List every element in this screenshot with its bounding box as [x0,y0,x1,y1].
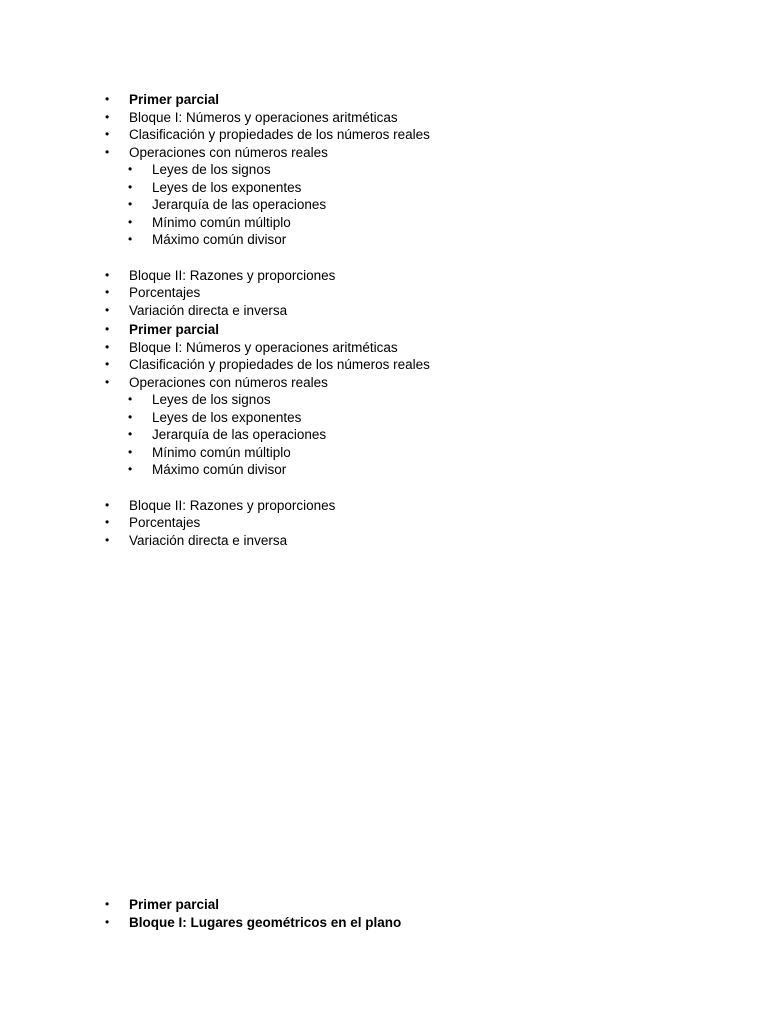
list-item [0,374,768,392]
sub-list-item-text: Leyes de los exponentes [152,179,302,195]
list-item-text: Clasificación y propiedades de los números reales [129,357,430,372]
sub-list-item [0,391,768,409]
sub-list-item-text: Mínimo común múltiplo [152,214,291,230]
list-item-text: Bloque II: Razones y proporciones [129,267,336,283]
sub-list-item [0,461,768,479]
list-item-text: Primer parcial [129,897,220,912]
list-item [0,497,768,515]
bullet-icon: • [105,515,110,529]
list-item [0,914,768,932]
bullet-icon: • [105,374,110,389]
list-item [0,284,768,302]
sub-list-item [0,231,768,249]
sub-list-item-text: Leyes de los exponentes [152,409,302,425]
bullet-icon: • [105,285,110,299]
bullet-icon: • [128,197,133,211]
list-item-text: Porcentajes [129,285,201,300]
list-gap [0,249,768,267]
list-item [0,356,768,374]
list-item [0,514,768,532]
sub-list-item-text: Leyes de los signos [152,392,271,407]
sub-list-item [0,444,768,462]
bullet-icon: • [105,144,110,159]
bullet-list-section-3 [0,896,768,931]
list-item-text: Operaciones con números reales [129,374,328,390]
list-item [0,267,768,285]
list-item-text: Porcentajes [129,515,201,530]
bullet-icon: • [105,532,110,547]
bullet-icon: • [105,267,110,282]
sub-list-item [0,196,768,214]
list-item-text: Operaciones con números reales [129,144,328,160]
sub-list-item-text: Máximo común divisor [152,462,287,477]
list-item-text: Bloque II: Razones y proporciones [129,497,336,513]
sub-list-item [0,426,768,444]
list-item [0,321,768,339]
sub-list-item-text: Máximo común divisor [152,232,287,247]
list-item-text: Primer parcial [129,92,220,107]
sub-list-item-text: Jerarquía de las operaciones [152,197,327,212]
bullet-list-section-2 [0,321,768,549]
sub-list-item [0,179,768,197]
bullet-icon: • [128,162,133,176]
bullet-icon: • [105,92,110,106]
sub-list-item [0,161,768,179]
sub-list-item-text: Jerarquía de las operaciones [152,427,327,442]
bullet-icon: • [105,322,110,336]
bullet-icon: • [128,232,133,246]
bullet-icon: • [105,357,110,371]
bullet-icon: • [128,462,133,476]
sub-list-item-text: Mínimo común múltiplo [152,444,291,460]
bullet-icon: • [105,914,110,929]
sub-list-item [0,409,768,427]
list-item [0,896,768,914]
list-item [0,144,768,162]
bullet-icon: • [105,339,110,354]
list-item [0,109,768,127]
bullet-icon: • [105,127,110,141]
bullet-icon: • [128,214,133,229]
bullet-icon: • [128,444,133,459]
bullet-icon: • [105,302,110,317]
list-item-text: Primer parcial [129,322,220,337]
bullet-icon: • [128,392,133,406]
list-item-text: Variación directa e inversa [129,302,288,318]
list-item [0,126,768,144]
list-item-text: Bloque I: Lugares geométricos en el plano [129,914,402,930]
list-item-text: Bloque I: Números y operaciones aritméticas [129,109,398,125]
sub-list-item-text: Leyes de los signos [152,162,271,177]
list-item [0,339,768,357]
list-item-text: Clasificación y propiedades de los números reales [129,127,430,142]
bullet-icon: • [105,497,110,512]
bullet-icon: • [128,409,133,424]
bullet-icon: • [128,179,133,194]
bullet-icon: • [105,109,110,124]
list-item [0,532,768,550]
sub-list-item [0,214,768,232]
bullet-list-section-1 [0,91,768,319]
list-item [0,302,768,320]
list-item [0,91,768,109]
bullet-icon: • [128,427,133,441]
list-item-text: Variación directa e inversa [129,532,288,548]
list-item-text: Bloque I: Números y operaciones aritméticas [129,339,398,355]
list-gap [0,479,768,497]
bullet-icon: • [105,897,110,911]
